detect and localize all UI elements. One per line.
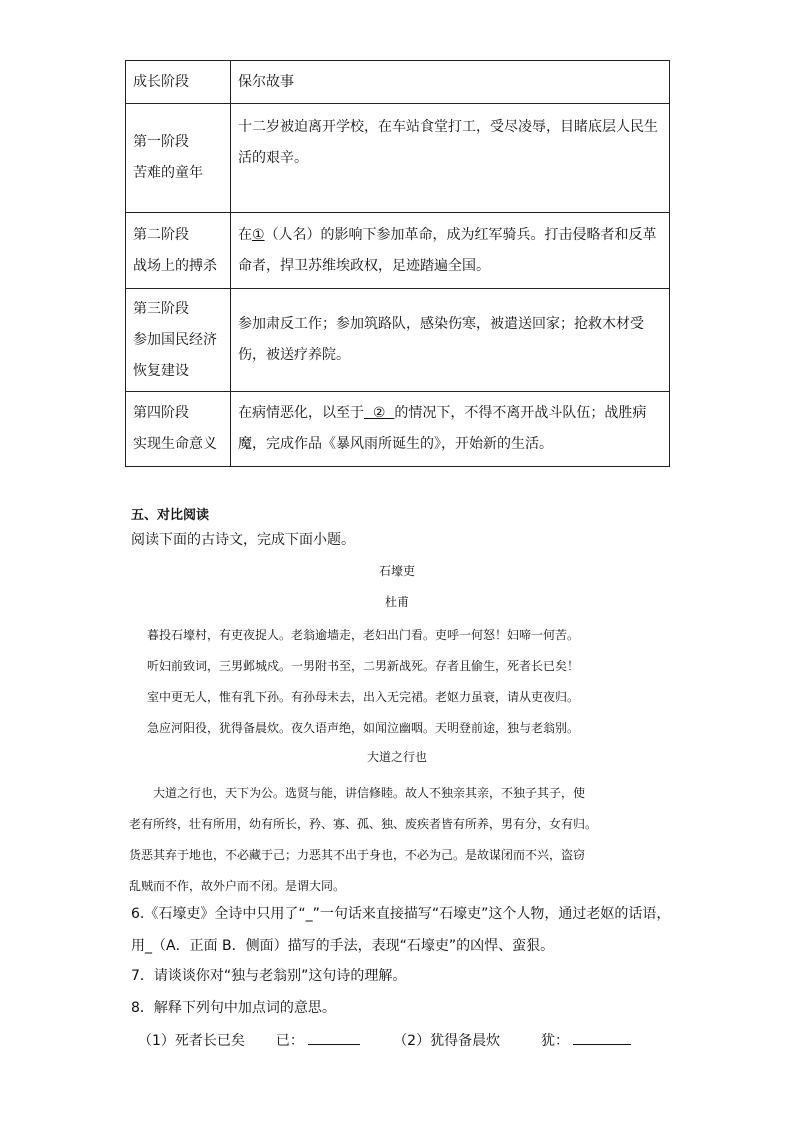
question-8-items	[138, 1030, 631, 1050]
story-cell	[231, 213, 670, 289]
table-row	[126, 213, 670, 289]
answer-blank-1[interactable]	[308, 1032, 360, 1045]
stage-cell: 第三阶段 参加国民经济 恢复建设	[126, 289, 231, 392]
table-row	[126, 289, 670, 392]
header-stage: 成长阶段	[126, 61, 231, 104]
q8-item-1-word: 已：	[275, 1033, 304, 1049]
poem-line: 听妇前致词，三男邺城戍。一男附书至，二男新战死。存者且偷生，死者长已矣！	[147, 659, 580, 673]
story-cell: 十二岁被迫离开学校，在车站食堂打工，受尽凌辱，目睹底层人民生活的艰辛。	[231, 104, 670, 213]
prose-body	[129, 778, 669, 902]
header-story: 保尔故事	[231, 61, 670, 104]
stage-cell: 第四阶段 实现生命意义	[126, 392, 231, 467]
poem-line: 室中更无人，惟有乳下孙。有孙母未去，出入无完裙。老妪力虽衰，请从吏夜归。	[147, 690, 580, 704]
stage-cell: 第二阶段 战场上的搏杀	[126, 213, 231, 289]
prose-line: 乱贼而不作，故外户而不闭。是谓大同。	[129, 879, 346, 893]
table-header-row	[126, 61, 670, 104]
story-cell: 参加肃反工作；参加筑路队，感染伤寒，被遣送回家；抢救木材受伤，被送疗养院。	[231, 289, 670, 392]
q8-item-2-word: 犹：	[541, 1033, 570, 1049]
prose-line: 老有所终，壮有所用，幼有所长，矜、寡、孤、独、废疾者皆有所养，男有分，女有归。	[129, 817, 598, 831]
poem-body	[147, 620, 579, 744]
poem-title: 石壕吏	[378, 564, 415, 578]
poem-line: 暮投石壕村，有吏夜捉人。老翁逾墙走，老妇出门看。吏呼一何怒！妇啼一何苦。	[147, 628, 580, 642]
poem-author: 杜甫	[384, 595, 409, 609]
story-text-pre: 在病情恶化，以至于	[238, 405, 364, 421]
story-cell	[231, 392, 670, 467]
poem-line: 急应河阳役，犹得备晨炊。夜久语声绝，如闻泣幽咽。天明登前途，独与老翁别。	[147, 721, 580, 735]
q8-item-1: （1）死者长已矣	[138, 1033, 245, 1049]
story-text-post: 的情况下，不得不离开战斗队伍；战胜病魔，完成作品《暴风雨所诞生的》，开始新的生活。	[238, 405, 647, 452]
stage-cell: 第一阶段 苦难的童年	[126, 104, 231, 213]
prose-line: 大道之行也，天下为公。选贤与能，讲信修睦。故人不独亲其亲，不独子其子，使	[153, 786, 586, 800]
answer-blank-2[interactable]	[573, 1032, 631, 1045]
story-text-pre: 在	[238, 226, 252, 243]
question-6-line-1: 6.《石壕吏》全诗中只用了“_”一句话来直接描写“石壕吏”这个人物，通过老妪的话语，	[131, 906, 671, 922]
section-intro: 阅读下面的古诗文，完成下面小题。	[131, 532, 355, 548]
q8-item-2: （2）犹得备晨炊	[393, 1033, 501, 1049]
table-row	[126, 392, 670, 467]
blank-marker-2: ②	[364, 405, 395, 421]
table-row	[126, 104, 670, 213]
story-table	[125, 60, 670, 467]
story-text-post: （人名）的影响下参加革命，成为红军骑兵。打击侵略者和反革命者，捍卫苏维埃政权，足迹踏遍全国。	[238, 226, 657, 274]
blank-marker-1: ①	[252, 226, 265, 243]
section-title: 五、对比阅读	[131, 508, 210, 523]
question-6-line-2: 用_（A．正面 B．侧面）描写的手法，表现“石壕吏”的凶悍、蛮狠。	[131, 938, 555, 954]
prose-line: 货恶其弃于地也，不必藏于己；力恶其不出于身也，不必为己。是故谋闭而不兴，盗窃	[129, 848, 586, 862]
prose-title: 大道之行也	[366, 750, 427, 764]
question-8: 8．解释下列句中加点词的意思。	[131, 1000, 336, 1016]
question-7: 7．请谈谈你对“独与老翁别”这句诗的理解。	[131, 968, 407, 984]
